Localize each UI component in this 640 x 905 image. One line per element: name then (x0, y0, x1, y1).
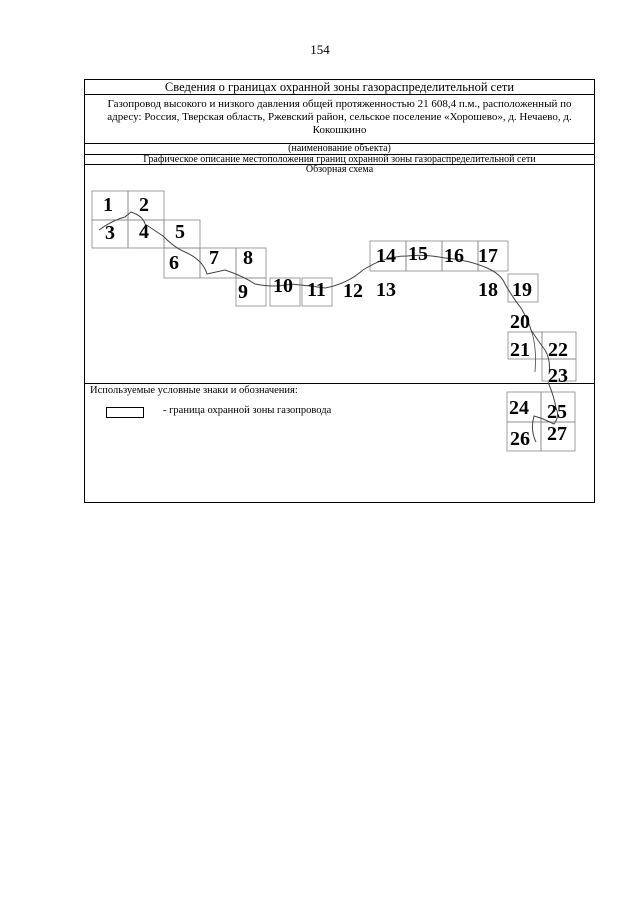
sheet-label: 16 (444, 245, 464, 267)
sheet-label: 7 (209, 247, 219, 269)
graphic-description: Графическое описание местоположения границ охранной зоны газораспределительной сети (85, 155, 594, 165)
scheme-title: Обзорная схема (305, 164, 374, 175)
legend-boundary-label: - граница охранной зоны газопровода (163, 405, 332, 416)
sheet-label: 20 (510, 311, 530, 333)
sheet-label: 5 (175, 221, 185, 243)
sheet-label: 11 (307, 279, 326, 301)
sheet-label: 21 (510, 339, 530, 361)
sheet-grid-bottom (507, 382, 575, 451)
sheet-label: 25 (547, 401, 567, 423)
sheet-label: 22 (548, 339, 568, 361)
overview-map (85, 176, 594, 382)
sheet-label: 8 (243, 247, 253, 269)
sheet-label: 27 (547, 423, 567, 445)
sheet-label: 19 (512, 279, 532, 301)
legend-title: Используемые условные знаки и обозначения: (90, 385, 298, 396)
sheet-label: 1 (103, 194, 113, 216)
page-number: 154 (310, 42, 330, 57)
sheet-label: 18 (478, 279, 498, 301)
overview-map-bottom (84, 382, 595, 457)
sheet-label: 4 (139, 221, 149, 243)
sheet-label: 15 (408, 243, 428, 265)
sheet-labels (103, 194, 568, 382)
sheet-label: 9 (238, 281, 248, 303)
sheet-label: 26 (510, 428, 530, 450)
sheet-label: 13 (376, 279, 396, 301)
sheet-label: 2 (139, 194, 149, 216)
sheet-label: 3 (105, 222, 115, 244)
document-title: Сведения о границах охранной зоны газораспределительной сети (85, 80, 594, 95)
sheet-label: 24 (509, 397, 529, 419)
sheet-label: 10 (273, 275, 293, 297)
sheet-label: 17 (478, 245, 498, 267)
object-description: Газопровод высокого и низкого давления общей протяженностью 21 608,4 п.м., расположенный по адресу: Россия, Тверская область, Ржевский район, сельское поселение «Хорошево», д. Нечаево, д. Кокошкино (85, 95, 594, 144)
object-caption: (наименование объекта) (85, 144, 594, 155)
sheet-label: 12 (343, 280, 363, 302)
sheet-label: 6 (169, 252, 179, 274)
sheet-label: 23 (548, 365, 568, 382)
sheet-label: 14 (376, 245, 396, 267)
